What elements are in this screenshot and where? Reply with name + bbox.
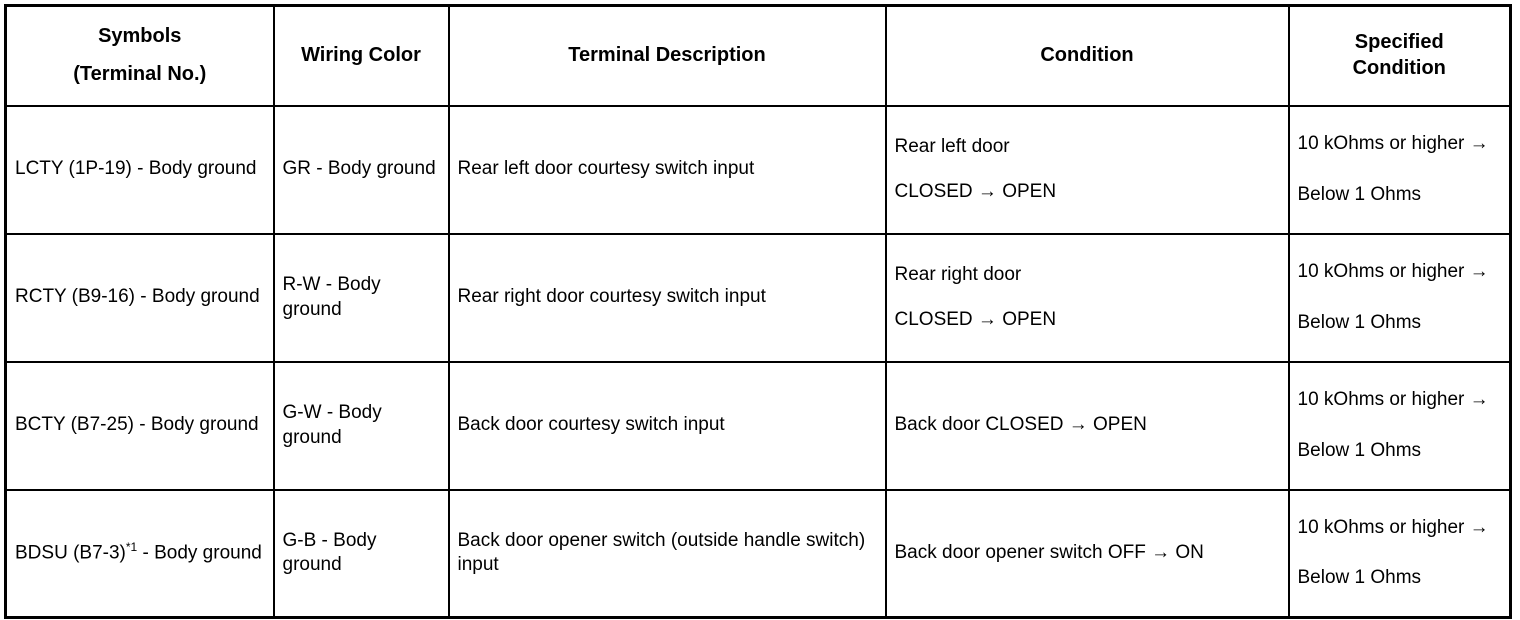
- column-header-symbols-line1: Symbols: [98, 25, 182, 48]
- cell-symbols-pre: BDSU (B7-3): [15, 542, 126, 564]
- cell-spec-top: 10 kOhms or higher →: [1297, 133, 1489, 155]
- table-row: [6, 490, 1511, 618]
- cell-symbols: [6, 490, 274, 618]
- column-header-condition: Condition: [886, 6, 1289, 106]
- table-header: [6, 6, 1511, 106]
- cell-spec-top: 10 kOhms or higher →: [1297, 261, 1489, 283]
- cell-condition-line2: CLOSED → OPEN: [894, 180, 1057, 202]
- cell-spec-bottom: Below 1 Ohms: [1297, 439, 1422, 461]
- terminal-specification-table: [4, 4, 1512, 619]
- cell-symbols-post: - Body ground: [137, 542, 262, 564]
- cell-specified-condition: [1289, 234, 1511, 362]
- cell-terminal-description: Rear right door courtesy switch input: [449, 234, 886, 362]
- cell-terminal-description: Rear left door courtesy switch input: [449, 106, 886, 234]
- cell-condition: [886, 234, 1289, 362]
- cell-wiring-color: G-B - Body ground: [274, 490, 449, 618]
- cell-symbols-footnote-marker: *1: [125, 540, 138, 555]
- cell-condition-line1: Rear right door: [894, 264, 1022, 286]
- cell-symbols: LCTY (1P-19) - Body ground: [6, 106, 274, 234]
- cell-terminal-description: Back door opener switch (outside handle switch) input: [449, 490, 886, 618]
- table-header-row: [6, 6, 1511, 106]
- table-body: [6, 106, 1511, 618]
- table-row: [6, 106, 1511, 234]
- cell-condition: [886, 106, 1289, 234]
- cell-wiring-color: GR - Body ground: [274, 106, 449, 234]
- cell-spec-top: 10 kOhms or higher →: [1297, 389, 1489, 411]
- column-header-symbols-line2: (Terminal No.): [73, 62, 207, 85]
- cell-symbols: BCTY (B7-25) - Body ground: [6, 362, 274, 490]
- cell-specified-condition: [1289, 362, 1511, 490]
- column-header-specified-line2: Condition: [1352, 56, 1446, 79]
- cell-spec-bottom: Below 1 Ohms: [1297, 311, 1422, 333]
- column-header-symbols: [6, 6, 274, 106]
- cell-spec-top: 10 kOhms or higher →: [1297, 516, 1489, 538]
- column-header-terminal-description: Terminal Description: [449, 6, 886, 106]
- cell-condition-line2: CLOSED → OPEN: [894, 308, 1057, 330]
- cell-spec-bottom: Below 1 Ohms: [1297, 183, 1422, 205]
- cell-condition: [886, 362, 1289, 490]
- table-row: [6, 234, 1511, 362]
- cell-wiring-color: R-W - Body ground: [274, 234, 449, 362]
- cell-condition-line1: Back door CLOSED → OPEN: [894, 414, 1147, 436]
- column-header-specified-line1: Specified: [1354, 31, 1444, 54]
- cell-condition: [886, 490, 1289, 618]
- cell-spec-bottom: Below 1 Ohms: [1297, 567, 1422, 589]
- cell-terminal-description: Back door courtesy switch input: [449, 362, 886, 490]
- cell-wiring-color: G-W - Body ground: [274, 362, 449, 490]
- cell-condition-line1: Back door opener switch OFF → ON: [894, 542, 1204, 564]
- cell-condition-line1: Rear left door: [894, 136, 1010, 158]
- column-header-wiring-color: Wiring Color: [274, 6, 449, 106]
- cell-symbols: RCTY (B9-16) - Body ground: [6, 234, 274, 362]
- table-row: [6, 362, 1511, 490]
- cell-specified-condition: [1289, 106, 1511, 234]
- column-header-specified-condition: [1289, 6, 1511, 106]
- cell-specified-condition: [1289, 490, 1511, 618]
